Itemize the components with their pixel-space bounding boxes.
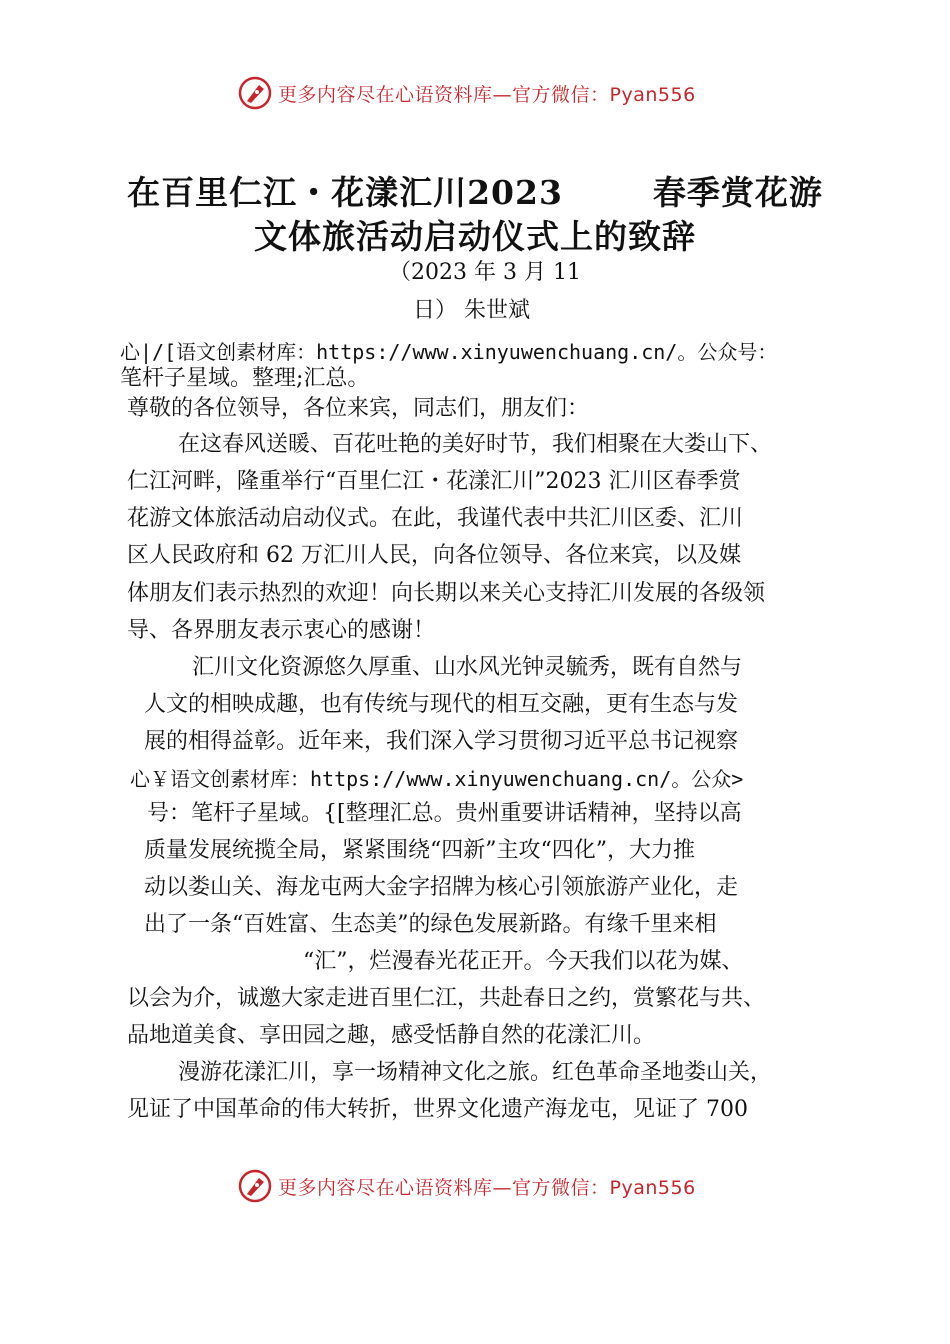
pen-nib-logo-icon — [238, 76, 272, 110]
body-line: 漫游花漾汇川，享一场精神文化之旅。红色革命圣地娄山关， — [178, 1060, 773, 1085]
pen-nib-logo-icon — [238, 1169, 272, 1203]
body-line: 在这春风送暖、百花吐艳的美好时节，我们相聚在大娄山下、 — [178, 432, 773, 457]
body-line: 汇川文化资源悠久厚重、山水风光钟灵毓秀，既有自然与 — [192, 655, 743, 680]
body-line: 展的相得益彰。近年来，我们深入学习贯彻习近平总书记视察 — [144, 729, 739, 754]
body-line: 出了一条“百姓富、生态美”的绿色发展新路。有缘千里来相 — [144, 912, 717, 937]
title-line-1-left: 在百里仁江・花漾汇川2023 — [127, 173, 563, 212]
body-line: 质量发展统揽全局，紧紧围绕“四新”主攻“四化”，大力推 — [144, 838, 695, 863]
body-line: 品地道美食、享田园之趣，感受恬静自然的花漾汇川。 — [127, 1023, 656, 1048]
body-line: “汇”，烂漫春光花正开。今天我们以花为媒、 — [303, 949, 744, 974]
body-line: 心|/[语文创素材库：https://www.xinyuwenchuang.cn/。公众号： — [120, 340, 778, 364]
body-line: 心￥语文创素材库：https://www.xinyuwenchuang.cn/。公众> — [130, 767, 744, 791]
body-line: 见证了中国革命的伟大转折，世界文化遗产海龙屯，见证了 700 — [127, 1097, 748, 1122]
body-line: 笔杆子星域。整理;汇总。 — [120, 366, 370, 391]
date-line: （2023 年 3 月 11 — [389, 260, 581, 285]
body-line: 号：笔杆子星域。{[整理汇总。贵州重要讲话精神，坚持以高 — [147, 801, 742, 826]
body-line: 花游文体旅活动启动仪式。在此，我谨代表中共汇川区委、汇川 — [127, 506, 744, 531]
header-banner — [238, 73, 738, 113]
body-line: 以会为介，诚邀大家走进百里仁江，共赴春日之约，赏繁花与共、 — [127, 986, 766, 1011]
title-line-1 — [0, 167, 950, 214]
author-line: 日） 朱世斌 — [413, 298, 530, 323]
footer-banner — [238, 1166, 738, 1206]
body-line: 人文的相映成趣，也有传统与现代的相互交融，更有生态与发 — [144, 692, 739, 717]
title-line-2: 文体旅活动启动仪式上的致辞 — [254, 217, 696, 256]
body-line: 仁江河畔，隆重举行“百里仁江・花漾汇川”2023 汇川区春季赏 — [127, 469, 741, 494]
body-line: 体朋友们表示热烈的欢迎！向长期以来关心支持汇川发展的各级领 — [127, 581, 766, 606]
body-line: 导、各界朋友表示衷心的感谢！ — [127, 618, 436, 643]
title-line-1-right: 春季赏花游 — [652, 173, 823, 212]
banner-text: 更多内容尽在心语资料库—官方微信：Pyan556 — [278, 83, 696, 106]
body-line: 区人民政府和 62 万汇川人民，向各位领导、各位来宾，以及媒 — [127, 543, 741, 568]
body-line: 尊敬的各位领导，各位来宾，同志们，朋友们： — [127, 396, 590, 421]
banner-text: 更多内容尽在心语资料库—官方微信：Pyan556 — [278, 1176, 696, 1199]
body-line: 动以娄山关、海龙屯两大金字招牌为核心引领旅游产业化，走 — [144, 875, 739, 900]
